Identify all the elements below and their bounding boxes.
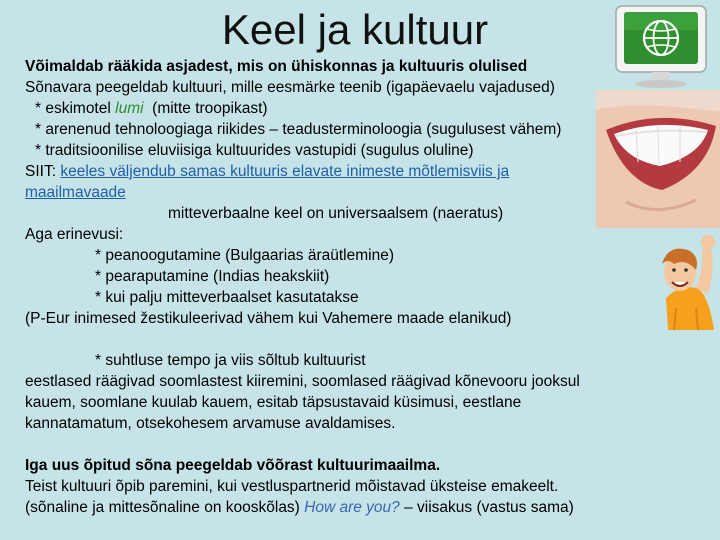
text-line: Sõnavara peegeldab kultuuri, mille eesmärke teenib (igapäevaelu vajadused): [25, 79, 555, 96]
text-segment: – viisakus (vastus sama): [399, 499, 574, 516]
text-line: * kui palju mitteverbaalset kasutatakse: [95, 289, 359, 306]
slide-body: [25, 56, 715, 518]
hyperlink-text[interactable]: maailmavaade: [25, 184, 126, 201]
highlighted-word: lumi: [115, 100, 144, 117]
text-line: (P-Eur inimesed žestikuleerivad vähem kui Vahemere maade elanikud): [25, 310, 512, 327]
text-segment: (mitte troopikast): [143, 100, 268, 117]
text-line: * suhtluse tempo ja viis sõltub kultuurist: [95, 352, 366, 369]
text-segment: (sõnaline ja mittesõnaline on kooskõlas): [25, 499, 305, 516]
text-line: * pearaputamine (Indias heakskiit): [95, 268, 330, 285]
slide-title: Keel ja kultuur: [221, 6, 489, 53]
text-line: Teist kultuuri õpib paremini, kui vestluspartnerid mõistavad üksteise emakeelt.: [25, 478, 559, 495]
english-phrase: How are you?: [304, 499, 400, 516]
text-line: [25, 497, 715, 518]
text-line: [25, 161, 715, 182]
text-line: Iga uus õpitud sõna peegeldab võõrast kultuurimaailma.: [25, 457, 441, 474]
text-segment: SIIT:: [25, 163, 61, 180]
text-line: * traditsioonilise eluviisiga kultuurides vastupidi (sugulus oluline): [35, 142, 474, 159]
text-line: Aga erinevusi:: [25, 226, 124, 243]
text-line: mitteverbaalne keel on universaalsem (naeratus): [168, 205, 504, 222]
text-line: * arenenud tehnoloogiaga riikides – teadusterminoloogia (sugulusest vähem): [35, 121, 562, 138]
text-line: [25, 182, 715, 203]
text-line: Võimaldab rääkida asjadest, mis on ühiskonnas ja kultuuris olulised: [25, 58, 528, 75]
text-line: kauem, soomlane kuulab kauem, esitab täpsustavaid küsimusi, eestlane: [25, 394, 522, 411]
text-line: [25, 98, 715, 119]
hyperlink-text[interactable]: keeles väljendub samas kultuuris elavate inimeste mõtlemisviis ja: [60, 163, 510, 180]
text-line: eestlased räägivad soomlastest kiiremini, soomlased räägivad kõnevooru jooksul: [25, 373, 580, 390]
text-line: * peanoogutamine (Bulgaarias äraütlemine): [95, 247, 394, 264]
text-segment: * eskimotel: [35, 100, 116, 117]
text-line: kannatamatum, otsekohesem arvamuse avaldamises.: [25, 415, 396, 432]
